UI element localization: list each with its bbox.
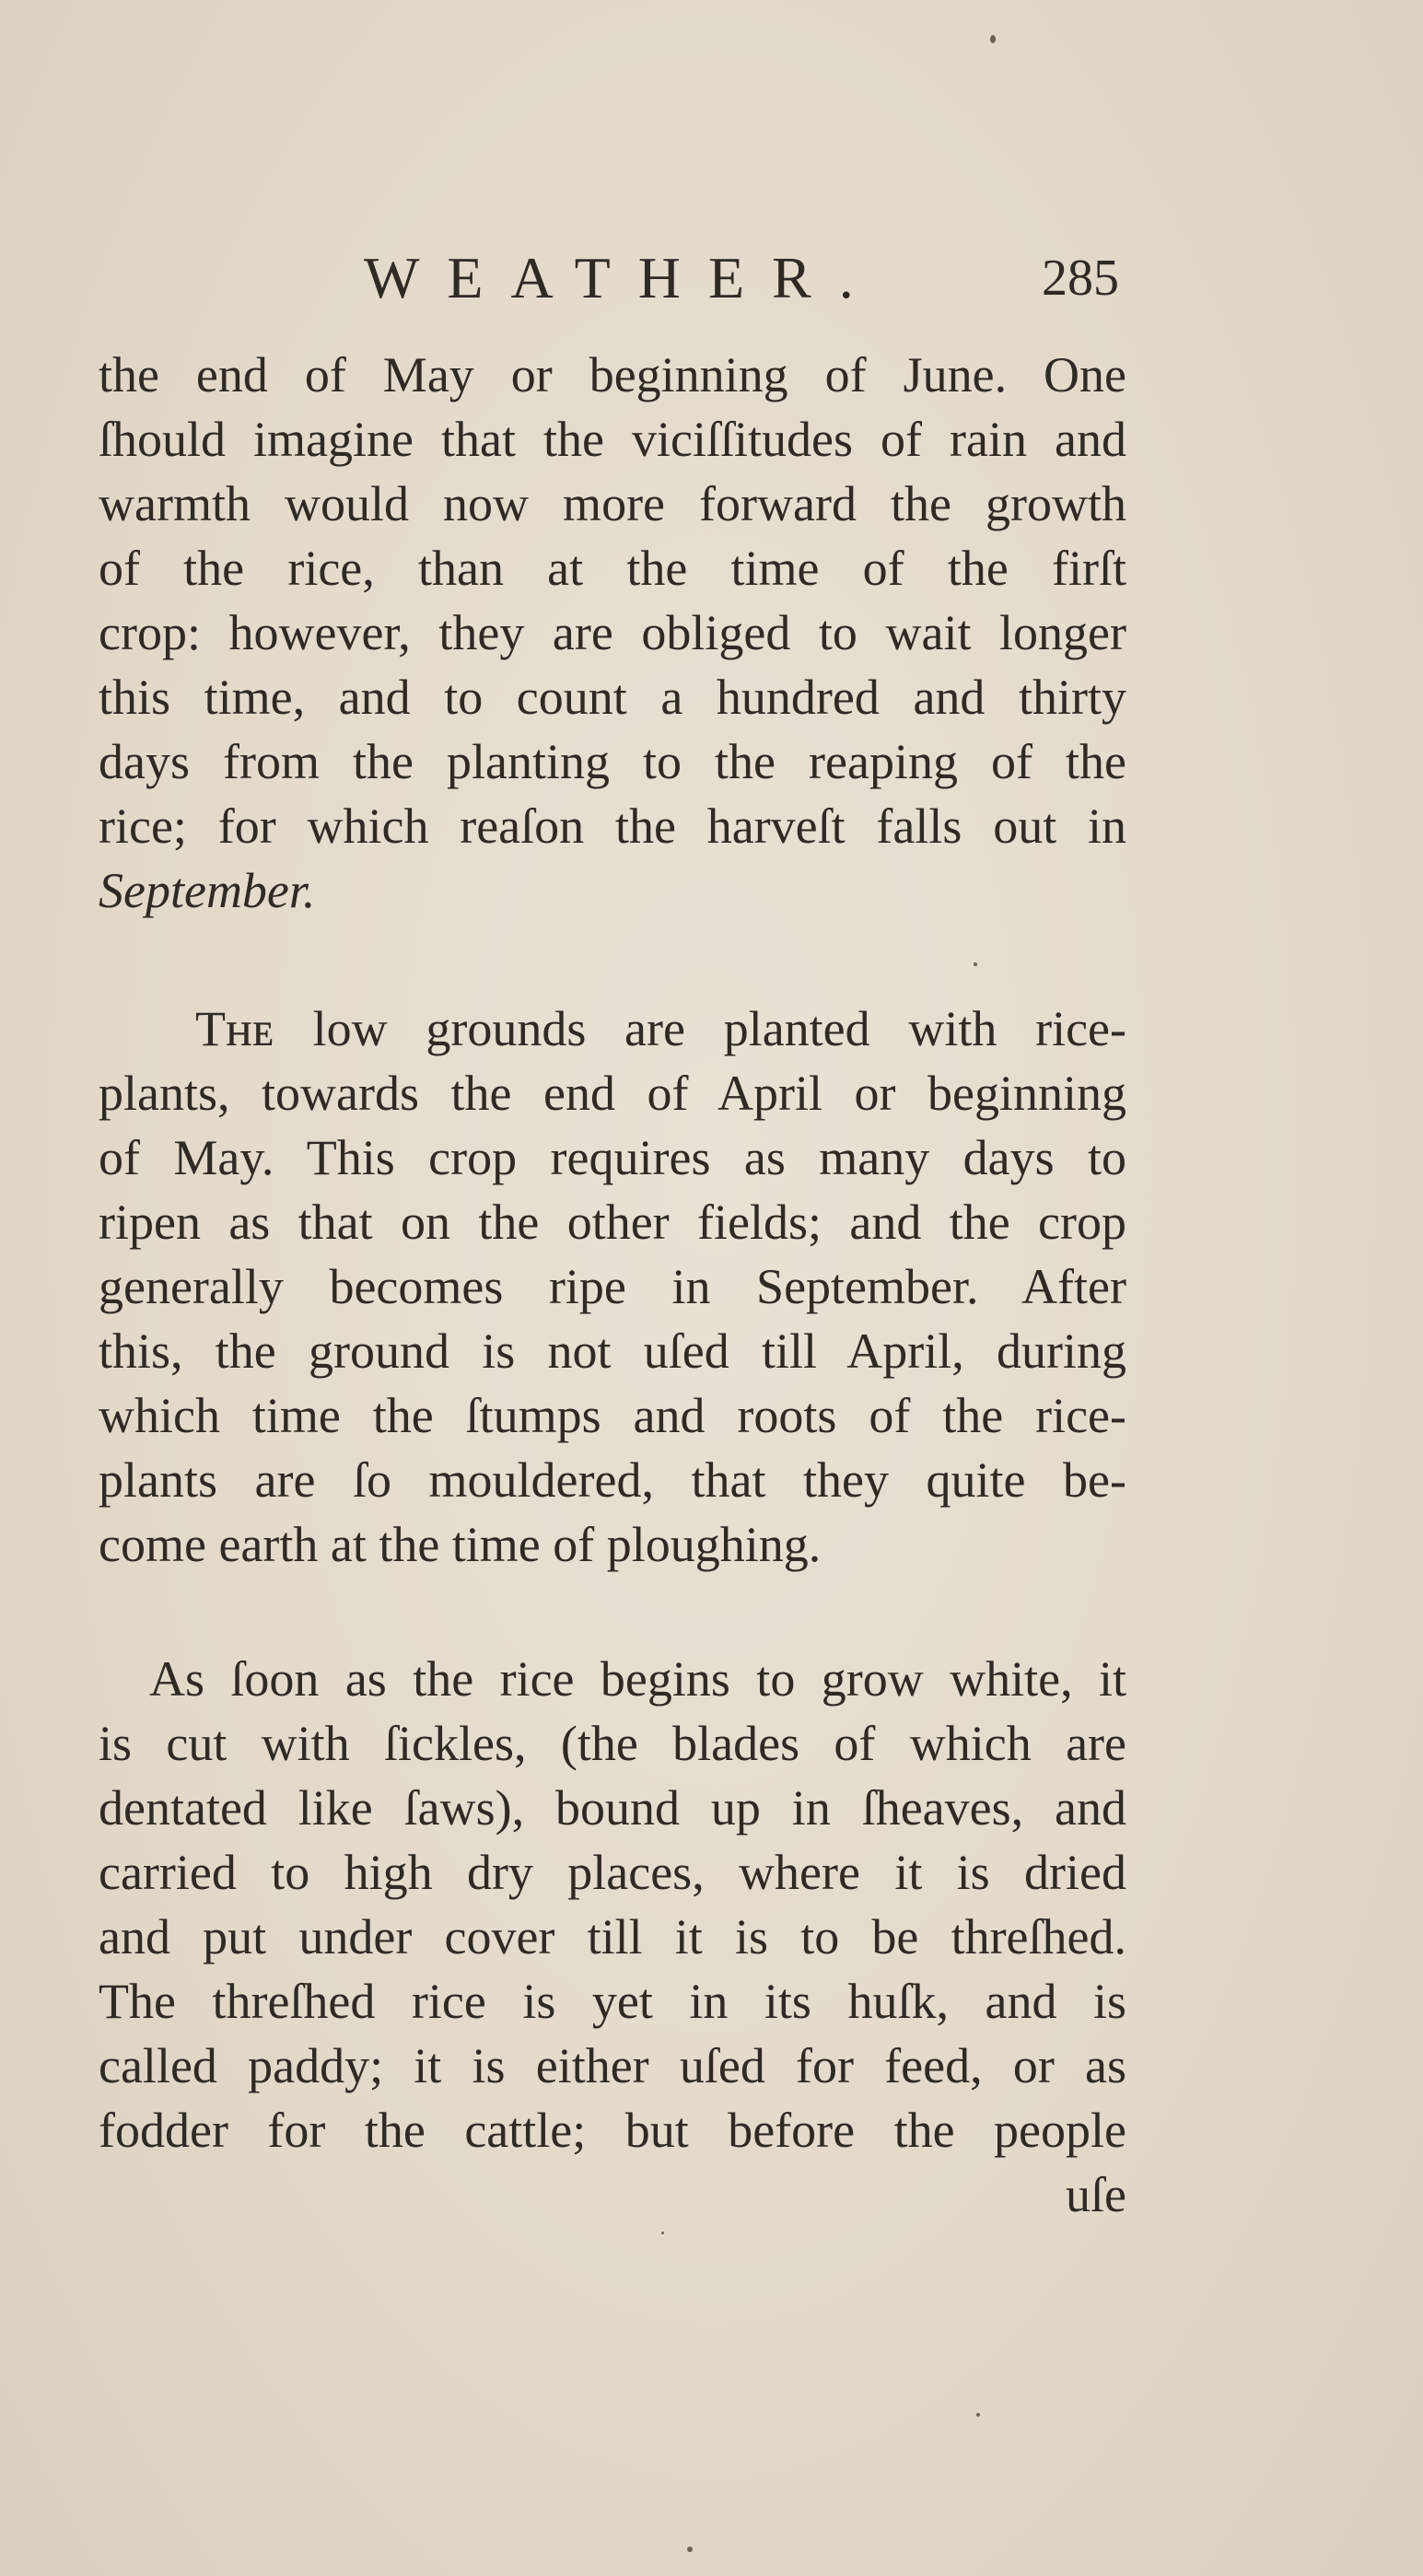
- text-line: and put under cover till it is to be threſhed.: [99, 1909, 1126, 1964]
- paper-speck: [990, 35, 996, 43]
- text-line: crop: however, they are obliged to wait longer: [99, 605, 1126, 660]
- text-line: is cut with ſickles, (the blades of which are: [99, 1716, 1126, 1771]
- text-line: of the rice, than at the time of the firſt: [99, 541, 1126, 596]
- text-line: this time, and to count a hundred and thirty: [99, 670, 1126, 725]
- text-line: come earth at the time of ploughing.: [99, 1517, 822, 1572]
- text-line: September.: [99, 863, 316, 918]
- text-line: generally becomes ripe in September. After: [99, 1259, 1126, 1314]
- catchword: uſe: [1066, 2167, 1126, 2222]
- text-line: dentated like ſaws), bound up in ſheaves, and: [99, 1780, 1126, 1836]
- text-line: ſhould imagine that the viciſſitudes of rain and: [99, 412, 1126, 467]
- text-line: this, the ground is not uſed till April, during: [99, 1323, 1126, 1379]
- text-line: rice; for which reaſon the harveſt falls out in: [99, 798, 1126, 854]
- page-number: 285: [1042, 250, 1119, 307]
- paper-speck: [687, 2547, 693, 2552]
- text-line: the end of May or beginning of June. One: [99, 347, 1126, 402]
- text-line: warmth would now more forward the growth: [99, 476, 1126, 531]
- paper-speck: [661, 2232, 664, 2234]
- text-line: As ſoon as the rice begins to grow white, it: [149, 1651, 1126, 1707]
- text-line: called paddy; it is either uſed for feed, or as: [99, 2038, 1126, 2093]
- text-line: fodder for the cattle; but before the people: [99, 2103, 1126, 2158]
- text-line: Tʜᴇ low grounds are planted with rice-: [195, 1001, 1126, 1056]
- text-line: days from the planting to the reaping of the: [99, 734, 1126, 789]
- text-line: plants are ſo mouldered, that they quite be-: [99, 1452, 1126, 1508]
- text-line: The threſhed rice is yet in its huſk, and is: [99, 1974, 1126, 2029]
- text-line: which time the ſtumps and roots of the rice-: [99, 1388, 1126, 1443]
- text-line: ripen as that on the other fields; and the crop: [99, 1195, 1126, 1250]
- paper-speck: [976, 2413, 980, 2417]
- paper-speck: [974, 962, 977, 966]
- text-line: plants, towards the end of April or beginning: [99, 1066, 1126, 1121]
- text-line: of May. This crop requires as many days to: [99, 1130, 1126, 1185]
- text-line: carried to high dry places, where it is dried: [99, 1845, 1126, 1900]
- page-header: [364, 241, 1119, 315]
- running-title: WEATHER.: [364, 245, 881, 310]
